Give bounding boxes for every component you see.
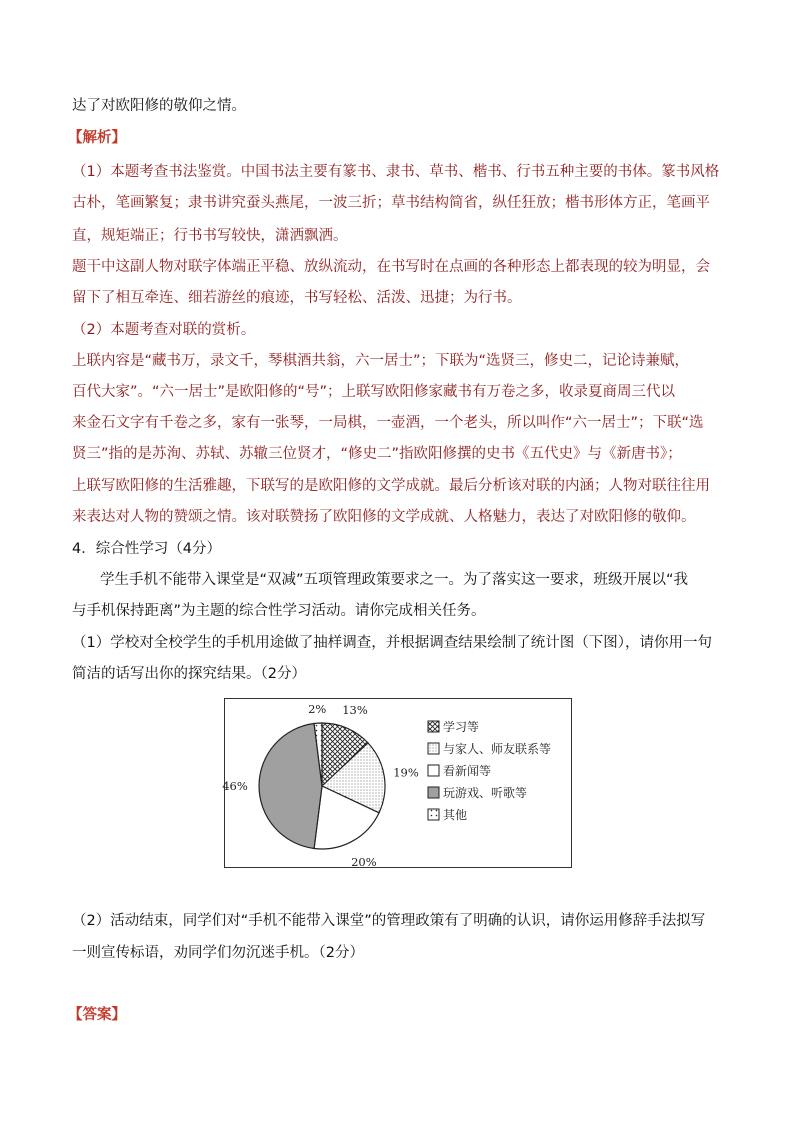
legend-label-2: 与家人、师友联系等: [443, 742, 552, 756]
legend-label-3: 看新闻等: [443, 764, 492, 778]
legend-swatch-1: [428, 721, 439, 732]
analysis-line: （1）本题考查书法鉴赏。中国书法主要有篆书、隶书、草书、楷书、行书五种主要的书体。篆书风格: [72, 164, 720, 180]
analysis-line: 上联写欧阳修的生活雅趣，下联写的是欧阳修的文学成就。最后分析该对联的内涵；人物对联往往用: [72, 478, 710, 494]
legend-swatch-5: [428, 809, 439, 820]
legend-swatch-4: [428, 787, 439, 798]
legend-swatch-3: [428, 765, 439, 776]
analysis-line: 百代大家”。“六一居士”是欧阳修的“号”；上联写欧阳修家藏书有万卷之多，收录夏商周三代以: [72, 384, 676, 400]
question2-line: 一则宣传标语，劝同学们勿沉迷手机。（2分）: [72, 945, 364, 961]
question-line: 学生手机不能带入课堂是“双减”五项管理政策要求之一。为了落实这一要求，班级开展以“我: [100, 572, 689, 588]
analysis-line: 直，规矩端正；行书书写较快，潇洒飘洒。: [72, 228, 348, 244]
analysis-line: 来金石文字有千卷之多，家有一张琴，一局棋，一壶酒，一个老头，所以叫作“六一居士”；下联“选: [72, 415, 704, 431]
question-title: 4．综合性学习（4分）: [72, 541, 221, 557]
analysis-line: 题干中这副人物对联字体端正平稳、放纵流动，在书写时在点画的各种形态上都表现的较为明显，会: [72, 259, 710, 275]
legend-label-5: 其他: [443, 808, 468, 822]
intro-line: 达了对欧阳修的敬仰之情。: [72, 98, 246, 114]
pie-data-label: 13%: [342, 702, 368, 717]
pie-chart: [224, 698, 572, 868]
legend-label-1: 学习等: [443, 720, 480, 734]
pie-chart-svg: [222, 699, 571, 870]
answer-header: 【答案】: [68, 1007, 126, 1023]
analysis-line: 古朴，笔画繁复；隶书讲究蚕头燕尾，一波三折；草书结构简省，纵任狂放；楷书形体方正，笔画平: [72, 195, 710, 211]
question-line: 简洁的话写出你的探究结果。（2分）: [72, 666, 306, 682]
analysis-line: （2）本题考查对联的赏析。: [72, 322, 256, 338]
question2-line: （2）活动结束，同学们对“手机不能带入课堂”的管理政策有了明确的认识，请你运用修辞手法拟写: [72, 913, 706, 929]
analysis-line: 贤三”指的是苏洵、苏轼、苏辙三位贤才，“修史二”指欧阳修撰的史书《五代史》与《新唐书》；: [72, 446, 682, 462]
pie-data-label: 19%: [393, 765, 419, 780]
question-line: 与手机保持距离”为主题的综合性学习活动。请你完成相关任务。: [72, 603, 486, 619]
pie-data-label: 46%: [222, 779, 248, 793]
pie-data-label: 2%: [308, 702, 327, 717]
legend-swatch-2: [428, 743, 439, 754]
pie-data-label: 20%: [351, 855, 377, 870]
question-line: （1）学校对全校学生的手机用途做了抽样调查，并根据调查结果绘制了统计图（下图），请你用一句: [72, 635, 712, 651]
analysis-header: 【解析】: [68, 130, 126, 146]
analysis-line: 上联内容是“藏书万，录文千，琴棋酒共翁，六一居士”；下联为“选贤三，修史二，记论诗兼赋，: [72, 353, 690, 369]
legend-label-4: 玩游戏、听歌等: [443, 786, 528, 800]
analysis-line: 留下了相互牵连、细若游丝的痕迹，书写轻松、活泼、迅捷；为行书。: [72, 290, 522, 306]
analysis-line: 来表达对人物的赞颂之情。该对联赞扬了欧阳修的文学成就、人格魅力，表达了对欧阳修的敬仰。: [72, 509, 696, 525]
pie-slice-4: [259, 724, 322, 849]
